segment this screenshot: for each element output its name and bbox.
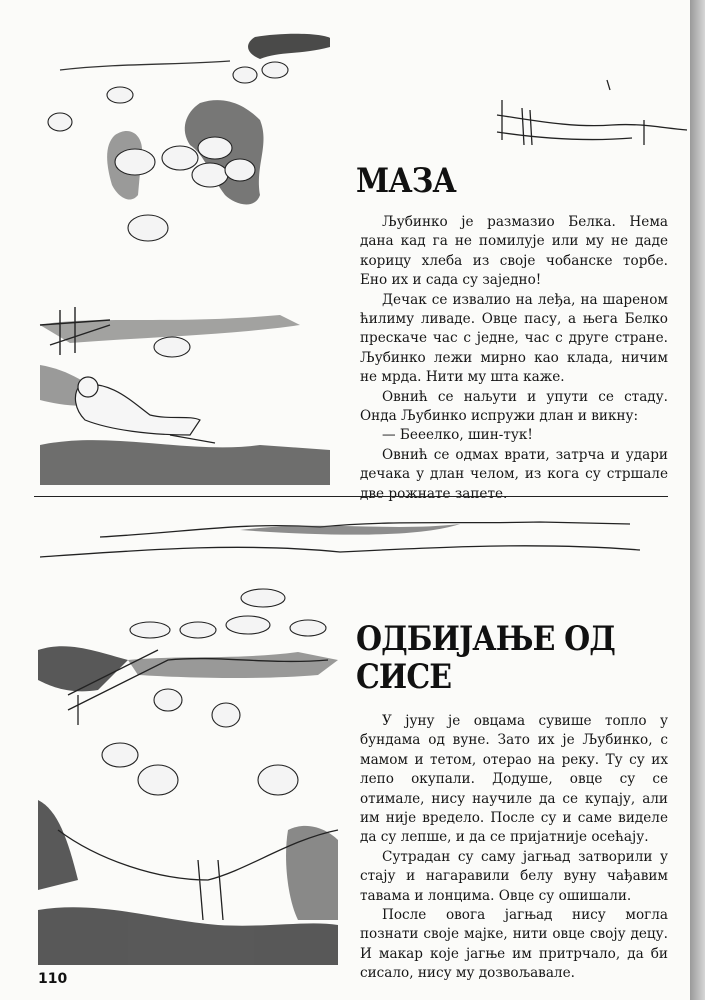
story-text (360, 712, 668, 984)
illustration-shepherd-boy-with-sheep (30, 25, 330, 485)
section-divider (34, 496, 668, 497)
illustration-fence-top-right (492, 60, 690, 150)
story-title: МАЗА (356, 161, 456, 201)
story-paragraph: Дечак се извалио на леђа, на шареном ћилиму ливаде. Овце пасу, а њега Белко прескаче час с једне, час с друге стране. Љубинко лежи мирно као клада, ничим не мрда. Нити му шта каже. (360, 291, 668, 386)
story-title-text: ОДБИЈАЊЕ ОД СИСЕ (356, 619, 615, 697)
book-spine-edge (690, 0, 705, 1000)
illustration-lambs-and-ewes (38, 580, 348, 965)
story-paragraph: После овога јагњад нису могла познати своје мајке, нити овце своју децу. И макар које јагње им притрчало, да би сисало, нису му дозвољавале. (360, 907, 668, 982)
story-paragraph: Сутрадан су саму јагњад затворили у стају и нагаравили белу вуну чађавим тавама и лонцима. Овце су ошишали. (360, 848, 668, 904)
story-paragraph: У јуну је овцама сувише топло у бундама од вуне. Зато их је Љубинко, с мамом и тетом, отерао на реку. Ту су их лепо окупали. Додуше, овце су се отимале, нису научиле да се купају, али им није вредело. После су и саме виделе да су лепше, и да се пријатније осећају. (360, 713, 668, 846)
dialogue-line: — Бееелко, шин-тук! (382, 427, 533, 444)
story-paragraph: Љубинко је размазио Белка. Нема дана кад га не помилује или му не даде корицу хлеба из своје чобанске торбе. Ено их и сада су заједно! (360, 214, 668, 289)
page-number: 110 (38, 971, 68, 987)
illustration-hills-horizon (40, 512, 640, 572)
story-title (356, 620, 646, 696)
story-paragraph: Овнић се одмах врати, затрча и удари дечака у длан челом, из кога су стршале две рожнате запете. (360, 446, 668, 502)
story-text (360, 213, 668, 504)
story-paragraph: Овнић се наљути и упути се стаду. Онда Љубинко испружи длан и викну: (360, 388, 668, 425)
